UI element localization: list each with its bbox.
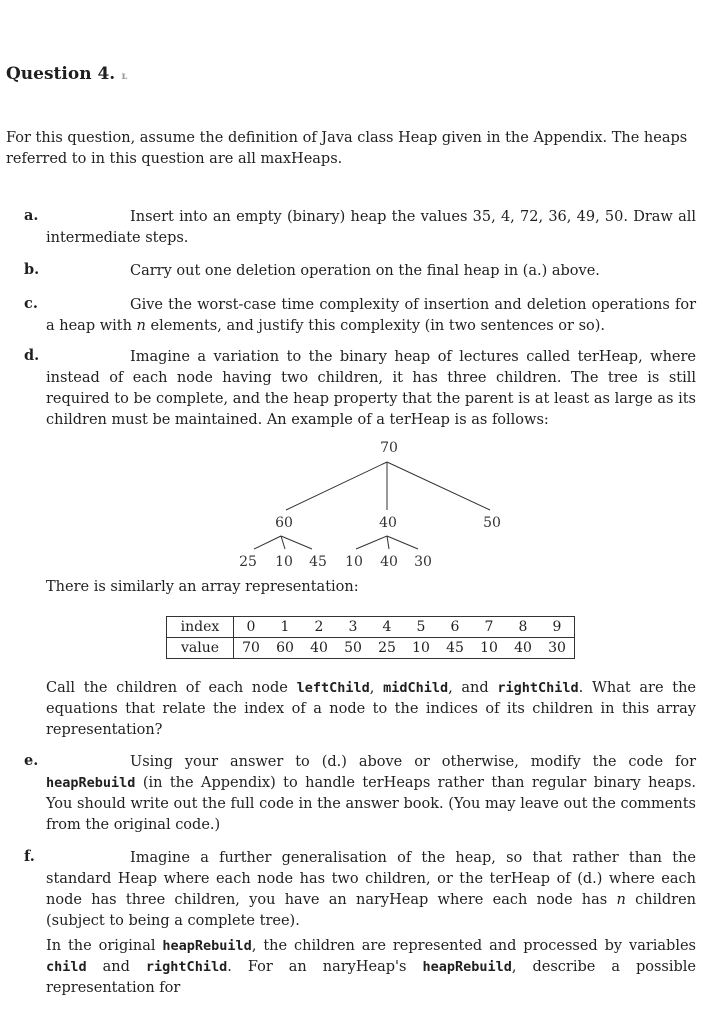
array-intro: There is similarly an array representation: xyxy=(46,579,359,595)
tree-node-l2-1: 10 xyxy=(275,554,293,570)
part-c-text: Give the worst-case time complexity of insertion and deletion operations for a heap with n elements, and justify this complexity (in two sentences or so). xyxy=(46,297,696,334)
edge-root-60 xyxy=(286,462,387,510)
part-f-text-2: In the original heapRebuild, the children are represented and processed by variables child and rightChild. For an naryHeap's heapRebuild, describe a possible representation for xyxy=(46,938,696,996)
index-cell: 5 xyxy=(404,617,438,638)
question-intro: For this question, assume the definition of Java class Heap given in the Appendix. The heaps referred to in this question are all maxHeaps. xyxy=(6,130,688,167)
index-cell: 1 xyxy=(268,617,302,638)
index-cell: 0 xyxy=(234,617,269,638)
tree-node-l2-3: 10 xyxy=(345,554,363,570)
edge-root-50 xyxy=(387,462,490,510)
tree-node-l2-5: 30 xyxy=(414,554,432,570)
value-cell: 10 xyxy=(472,638,506,659)
index-cell: 3 xyxy=(336,617,370,638)
tree-node-l1-1: 40 xyxy=(379,515,397,531)
tree-node-root: 70 xyxy=(380,440,398,456)
part-f-text: Imagine a further generalisation of the heap, so that rather than the standard Heap where each node has two children, or the terHeap of (d.) where each node has three children, you have an naryHeap where each node has n children (subject to being a complete tree). xyxy=(46,850,696,929)
edge-60-25 xyxy=(254,536,281,549)
value-label: value xyxy=(167,638,234,659)
array-table xyxy=(166,616,575,659)
value-cell: 30 xyxy=(540,638,575,659)
part-a-text: Insert into an empty (binary) heap the values 35, 4, 72, 36, 49, 50. Draw all intermediate steps. xyxy=(46,209,696,246)
edge-40-30 xyxy=(387,536,418,549)
index-row xyxy=(167,617,575,638)
part-a-label: a. xyxy=(24,207,39,224)
value-cell: 25 xyxy=(370,638,404,659)
index-cell: 9 xyxy=(540,617,575,638)
tree-node-l2-0: 25 xyxy=(239,554,257,570)
tree-node-l1-2: 50 xyxy=(483,515,501,531)
index-cell: 8 xyxy=(506,617,540,638)
value-cell: 45 xyxy=(438,638,472,659)
part-b-text: Carry out one deletion operation on the final heap in (a.) above. xyxy=(130,263,600,279)
terheap-tree xyxy=(0,432,710,572)
value-cell: 40 xyxy=(506,638,540,659)
index-cell: 7 xyxy=(472,617,506,638)
part-b-label: b. xyxy=(24,261,40,278)
edge-60-45 xyxy=(281,536,312,549)
tree-node-l2-4: 40 xyxy=(380,554,398,570)
part-d-text: Imagine a variation to the binary heap of lectures called terHeap, where instead of each node having two children, it has three children. The tree is still required to be complete, and the heap property that the parent is at least as large as its children must be maintained. An example of a terHeap is as follows: xyxy=(46,349,696,428)
value-cell: 60 xyxy=(268,638,302,659)
terheap-tree-svg xyxy=(0,432,710,572)
value-row xyxy=(167,638,575,659)
index-cell: 4 xyxy=(370,617,404,638)
value-cell: 50 xyxy=(336,638,370,659)
value-cell: 10 xyxy=(404,638,438,659)
part-f-label: f. xyxy=(24,848,35,865)
edge-40-10 xyxy=(356,536,387,549)
tree-node-l2-2: 45 xyxy=(309,554,327,570)
part-e-label: e. xyxy=(24,752,39,769)
index-label: index xyxy=(167,617,234,638)
value-cell: 40 xyxy=(302,638,336,659)
stray-mark: ʟ xyxy=(121,71,128,82)
edge-40-40 xyxy=(387,536,389,549)
part-d-question: Call the children of each node leftChild, midChild, and rightChild. What are the equations that relate the index of a node to the indices of its children in this array representation? xyxy=(46,680,697,738)
tree-node-l1-0: 60 xyxy=(275,515,293,531)
value-cell: 70 xyxy=(234,638,269,659)
part-d-label: d. xyxy=(24,347,40,364)
part-e-text: Using your answer to (d.) above or otherwise, modify the code for heapRebuild (in the Appendix) to handle terHeaps rather than regular binary heaps. You should write out the full code in the answer book. (You may leave out the comments from the original code.) xyxy=(46,754,696,833)
index-cell: 6 xyxy=(438,617,472,638)
part-c-label: c. xyxy=(24,295,38,312)
index-cell: 2 xyxy=(302,617,336,638)
question-title: Question 4. ʟ xyxy=(6,64,128,84)
